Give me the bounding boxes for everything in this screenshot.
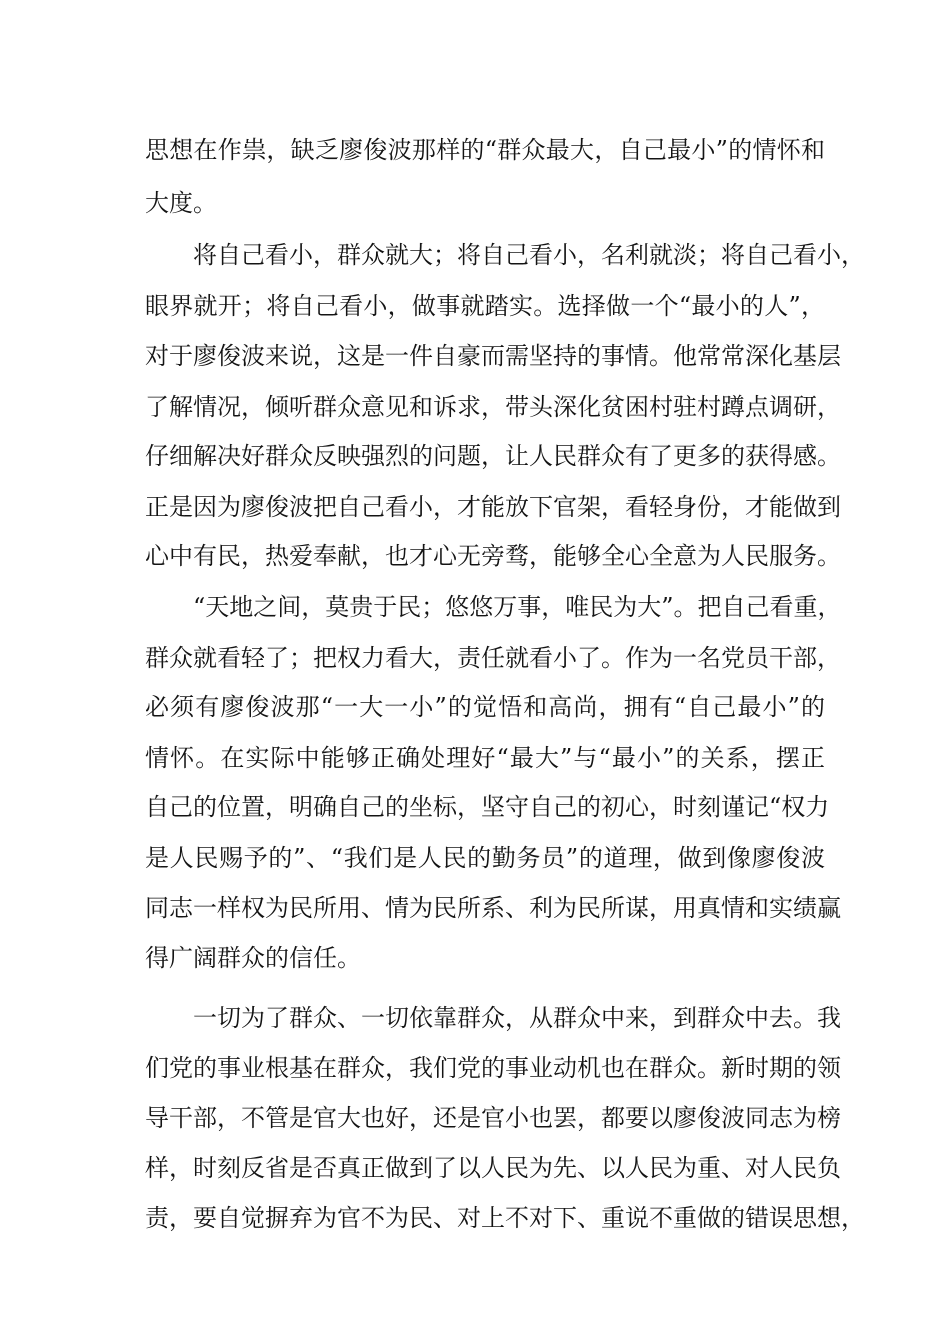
text-line: 一切为了群众、一切依靠群众，从群众中来，到群众中去。我	[193, 1004, 841, 1032]
text-line: 将自己看小，群众就大；将自己看小，名利就淡；将自己看小，	[193, 241, 865, 269]
text-line: 责，要自觉摒弃为官不为民、对上不对下、重说不重做的错误思想，	[145, 1204, 865, 1232]
text-line: 们党的事业根基在群众，我们党的事业动机也在群众。新时期的领	[145, 1054, 841, 1082]
text-line: 群众就看轻了；把权力看大，责任就看小了。作为一名党员干部，	[145, 644, 841, 672]
text-line: 是人民赐予的”、“我们是人民的勤务员”的道理，做到像廖俊波	[145, 844, 825, 872]
text-line: 仔细解决好群众反映强烈的问题，让人民群众有了更多的获得感。	[145, 442, 841, 470]
text-line: 情怀。在实际中能够正确处理好“最大”与“最小”的关系，摆正	[145, 744, 825, 772]
text-line: “天地之间，莫贵于民；悠悠万事，唯民为大”。把自己看重，	[193, 593, 842, 621]
text-line: 必须有廖俊波那“一大一小”的觉悟和高尚，拥有“自己最小”的	[145, 693, 825, 721]
text-line: 对于廖俊波来说，这是一件自豪而需坚持的事情。他常常深化基层	[145, 342, 841, 370]
text-line: 心中有民，热爱奉献，也才心无旁骛，能够全心全意为人民服务。	[145, 542, 841, 570]
text-line: 大度。	[145, 189, 217, 217]
text-line: 同志一样权为民所用、情为民所系、利为民所谋，用真情和实绩赢	[145, 894, 841, 922]
text-line: 眼界就开；将自己看小，做事就踏实。选择做一个“最小的人”，	[145, 292, 825, 320]
text-line: 思想在作祟，缺乏廖俊波那样的“群众最大，自己最小”的情怀和	[145, 136, 825, 164]
text-line: 自己的位置，明确自己的坐标，坚守自己的初心，时刻谨记“权力	[145, 793, 830, 821]
text-line: 导干部，不管是官大也好，还是官小也罢，都要以廖俊波同志为榜	[145, 1104, 841, 1132]
text-line: 正是因为廖俊波把自己看小，才能放下官架，看轻身份，才能做到	[145, 493, 841, 521]
text-line: 得广阔群众的信任。	[145, 944, 361, 972]
text-line: 样，时刻反省是否真正做到了以人民为先、以人民为重、对人民负	[145, 1154, 841, 1182]
text-line: 了解情况，倾听群众意见和诉求，带头深化贫困村驻村蹲点调研，	[145, 393, 841, 421]
